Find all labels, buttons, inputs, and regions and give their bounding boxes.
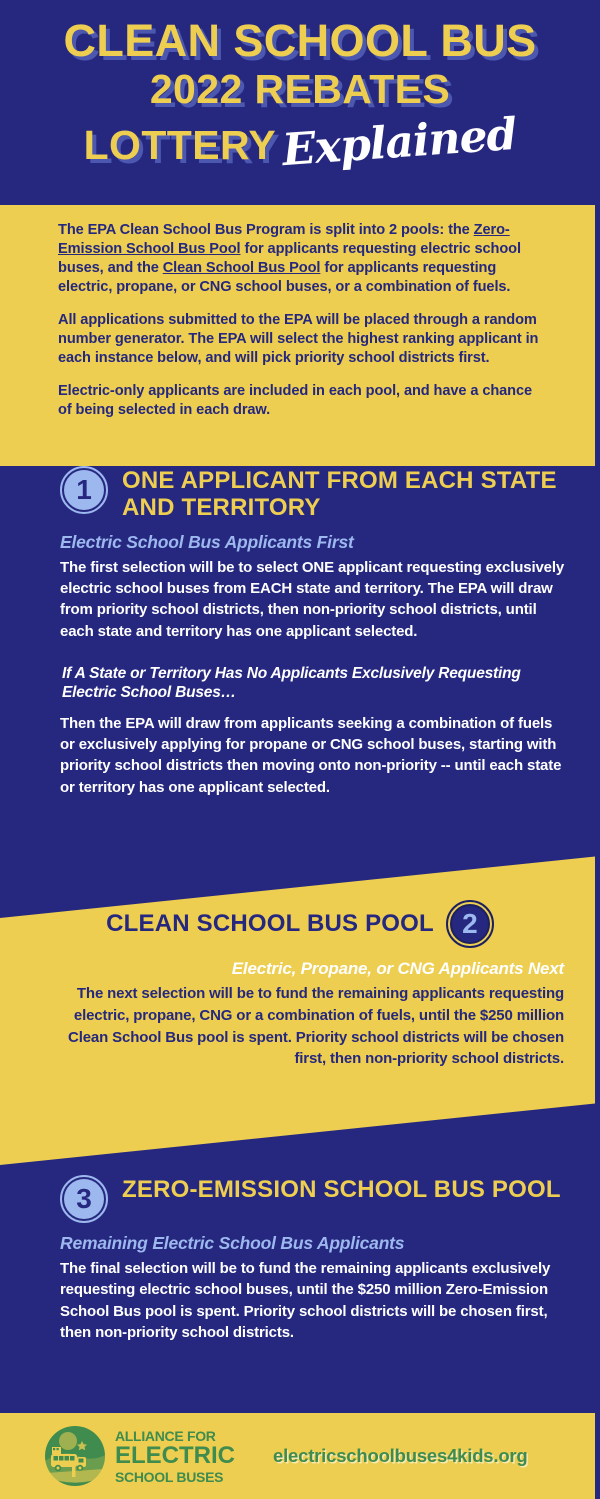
section-three xyxy=(0,1175,600,1343)
title-line-1: CLEAN SCHOOL BUS xyxy=(63,15,537,66)
section-one xyxy=(0,466,600,926)
link-clean-school-bus-pool[interactable]: Clean School Bus Pool xyxy=(162,259,321,276)
intro-p1-text-b: for applicants requesting electric school buses, and the xyxy=(58,240,521,276)
right-edge-strip xyxy=(595,0,600,1499)
intro-p1-text-a: The EPA Clean School Bus Program is split into 2 pools: the xyxy=(58,222,474,238)
section-one-body: The first selection will be to select ONE applicant requesting exclusively electric school buses from EACH state and territory. The EPA will draw from priority school districts, then non-priority school districts, until each state and territory has one applicant selected. xyxy=(60,558,565,640)
badge-disc xyxy=(450,904,490,944)
page-title xyxy=(0,15,600,177)
badge-number-label: 2 xyxy=(462,908,478,939)
section-one-subheading-2: If A State or Territory Has No Applicants Exclusively Requesting Electric School Buses… xyxy=(62,664,521,702)
section-one-header xyxy=(0,466,600,522)
logo-wordmark xyxy=(115,1429,235,1484)
header-banner xyxy=(0,0,600,205)
intro-paragraph-3: Electric-only applicants are included in each pool, and have a chance of being selected in each draw. xyxy=(58,382,533,418)
section-one-body-2: Then the EPA will draw from applicants seeking a combination of fuels or exclusively applying for propane or CNG school buses, starting with priority school districts then moving onto non-priority -- until each state or territory has one applicant selected. xyxy=(60,714,562,796)
logo-line-2: ELECTRIC xyxy=(115,1441,235,1469)
logo-line-3: SCHOOL BUSES xyxy=(115,1468,224,1485)
intro-section xyxy=(0,205,600,466)
section-two xyxy=(0,900,600,1070)
intro-p1-text-c: for applicants requesting electric, propane, or CNG school buses, or a combination of fuels. xyxy=(58,259,511,295)
badge-number-3-icon xyxy=(60,1175,108,1223)
section-two-heading: CLEAN SCHOOL BUS POOL xyxy=(106,910,434,937)
badge-disc xyxy=(64,470,104,510)
section-one-heading: ONE APPLICANT FROM EACH STATE AND TERRITORY xyxy=(122,467,557,521)
intro-paragraph-1 xyxy=(58,221,544,297)
logo-line-1: ALLIANCE FOR xyxy=(115,1427,216,1444)
title-line-3: LOTTERY xyxy=(83,122,277,168)
badge-number-2-icon xyxy=(446,900,494,948)
section-one-subheading: Electric School Bus Applicants First xyxy=(60,531,354,552)
title-line-2: 2022 REBATES xyxy=(149,66,451,112)
organization-logo[interactable] xyxy=(44,1425,235,1487)
section-three-subheading: Remaining Electric School Bus Applicants xyxy=(60,1233,405,1253)
website-url[interactable]: electricschoolbuses4kids.org xyxy=(273,1445,528,1466)
school-bus-logo-icon xyxy=(44,1425,106,1487)
title-script-word: Explained xyxy=(280,108,519,177)
link-zero-emission-pool[interactable]: Zero-Emission School Bus Pool xyxy=(58,222,510,257)
section-three-header xyxy=(0,1175,600,1223)
badge-number-1-icon xyxy=(60,466,108,514)
section-three-body: The final selection will be to fund the remaining applicants exclusively requesting electric school buses, until the $250 million Zero-Emission School Bus pool is spent. Priority school districts will be chosen first, then non-priority school districts. xyxy=(60,1260,551,1341)
section-two-body: The next selection will be to fund the remaining applicants requesting electric, propane, CNG or a combination of fuels, until the $250 million Clean School Bus pool is spent. Priority school districts will be chosen first, then non-priority school districts. xyxy=(68,985,564,1068)
section-three-heading: ZERO-EMISSION SCHOOL BUS POOL xyxy=(122,1176,561,1203)
title-line-3-row xyxy=(0,108,600,177)
section-two-subheading: Electric, Propane, or CNG Applicants Next xyxy=(231,959,564,978)
badge-disc xyxy=(64,1179,104,1219)
badge-number-label: 3 xyxy=(76,1183,92,1214)
section-two-header xyxy=(30,900,570,948)
intro-paragraph-2: All applications submitted to the EPA will be placed through a random number generator. The EPA will select the highest ranking applicant in each instance below, and will pick priority school districts first. xyxy=(58,311,539,366)
badge-number-label: 1 xyxy=(76,474,92,505)
footer-bar xyxy=(0,1413,600,1499)
